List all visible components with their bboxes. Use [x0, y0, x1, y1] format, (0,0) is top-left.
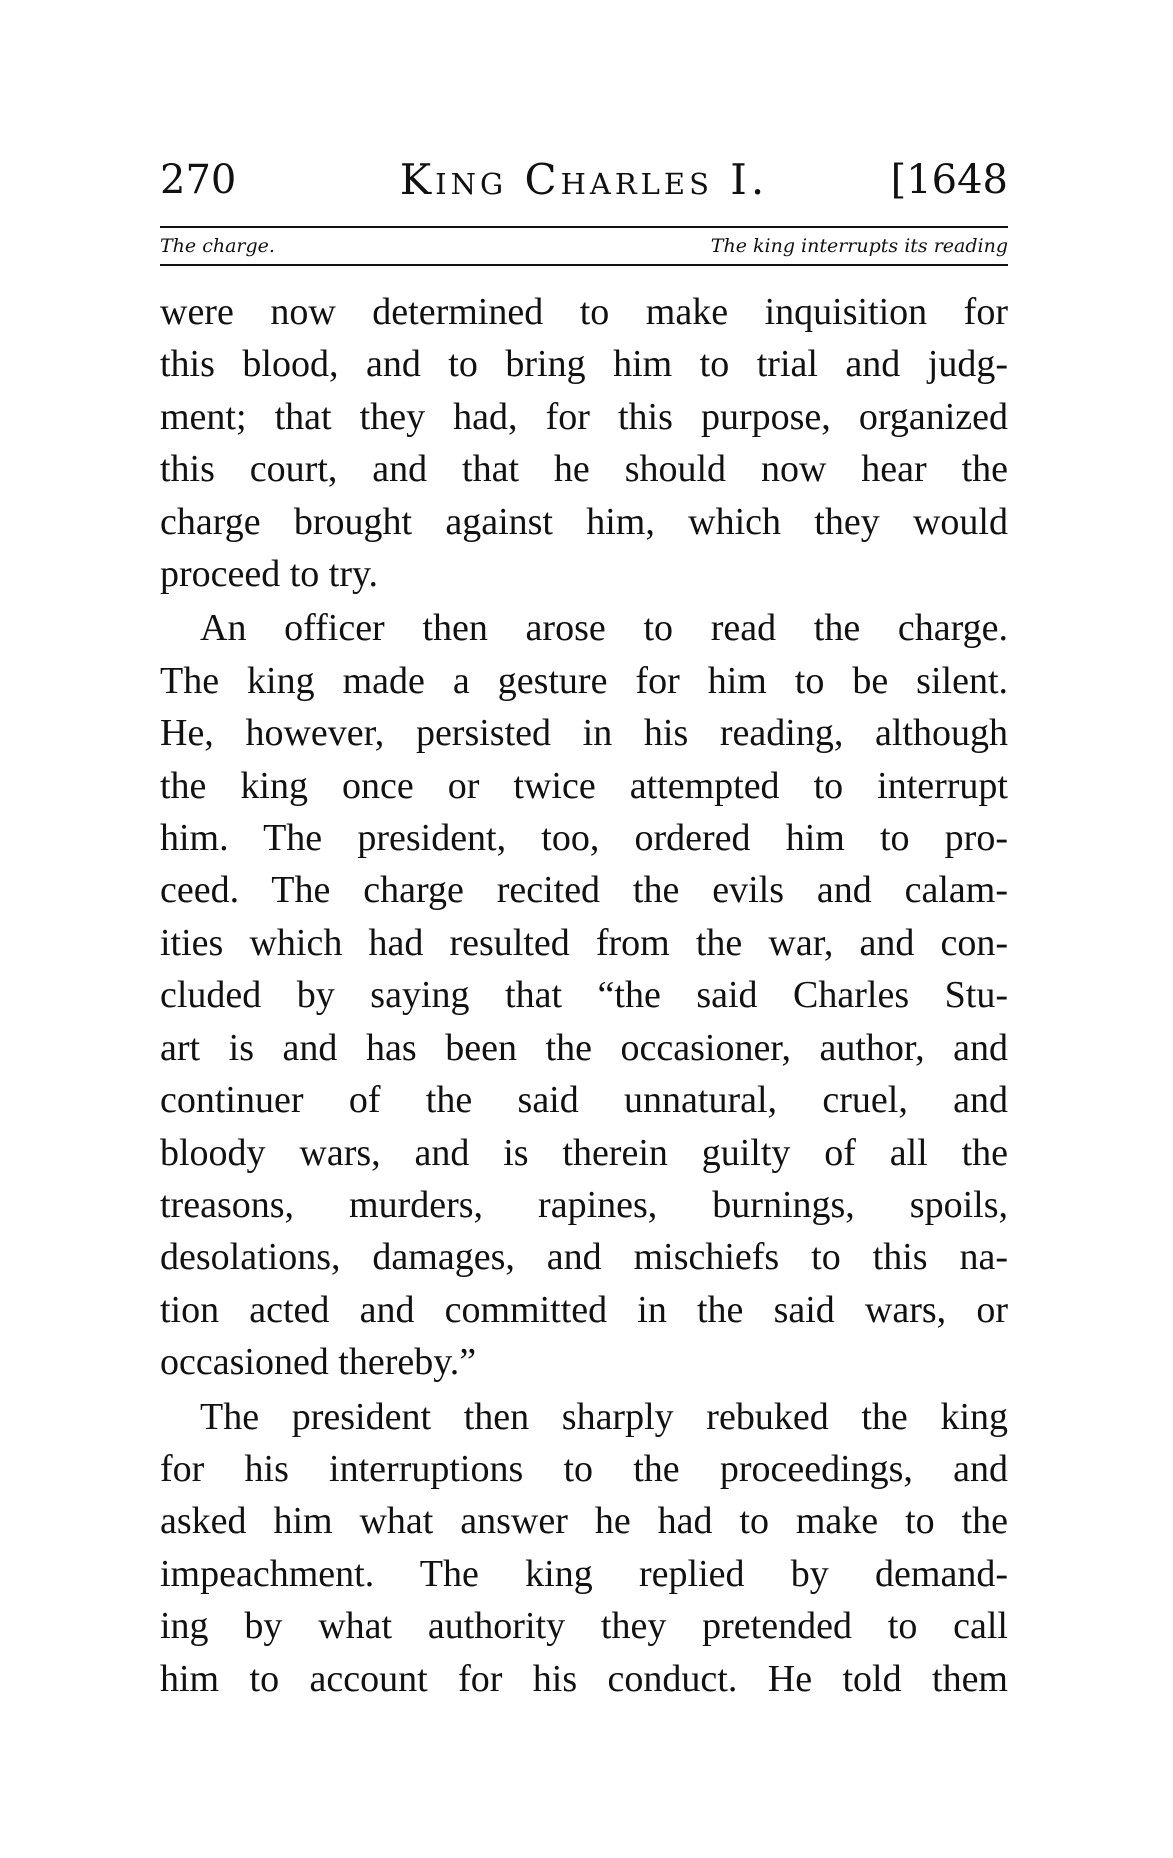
- text-line: ing by what authority they pretended to call: [160, 1605, 1008, 1648]
- text-line: the king once or twice attempted to interrupt: [160, 764, 1008, 807]
- text-line: ceed. The charge recited the evils and calam-: [160, 869, 1008, 912]
- body-text: [160, 286, 1008, 1705]
- text-line: this court, and that he should now hear the: [160, 448, 1008, 491]
- paragraph: [160, 602, 1008, 1388]
- text-line: occasioned thereby.”: [160, 1341, 477, 1384]
- text-line: tion acted and committed in the said wars, or: [160, 1288, 1008, 1331]
- text-line: ment; that they had, for this purpose, organized: [160, 395, 1008, 438]
- text-line: asked him what answer he had to make to the: [160, 1500, 1008, 1543]
- running-head: [160, 148, 1008, 212]
- text-line: The president then sharply rebuked the king: [200, 1395, 1008, 1438]
- paragraph: [160, 286, 1008, 600]
- paragraph: [160, 1391, 1008, 1705]
- sidenote-bar: [160, 228, 1008, 264]
- text-line: cluded by saying that “the said Charles Stu-: [160, 974, 1008, 1017]
- sidenote-right: The king interrupts its reading: [710, 235, 1008, 257]
- text-line: bloody wars, and is therein guilty of all the: [160, 1131, 1008, 1174]
- text-line: An officer then arose to read the charge.: [200, 607, 1008, 650]
- text-line: desolations, damages, and mischiefs to this na-: [160, 1236, 1008, 1279]
- text-line: impeachment. The king replied by demand-: [160, 1552, 1008, 1595]
- running-title: King Charles I.: [399, 155, 769, 204]
- text-line: continuer of the said unnatural, cruel, and: [160, 1079, 1008, 1122]
- text-line: him to account for his conduct. He told them: [160, 1657, 1008, 1700]
- text-line: ities which had resulted from the war, and con-: [160, 921, 1008, 964]
- text-line: were now determined to make inquisition for: [160, 291, 1008, 333]
- page-number: 270: [160, 157, 237, 203]
- text-line: treasons, murders, rapines, burnings, spoils,: [160, 1183, 1008, 1226]
- text-line: this blood, and to bring him to trial and judg-: [160, 343, 1008, 386]
- text-line: charge brought against him, which they would: [160, 500, 1008, 543]
- text-line: proceed to try.: [160, 553, 379, 596]
- text-line: for his interruptions to the proceedings, and: [160, 1447, 1008, 1490]
- sidenote-rule: [160, 264, 1008, 266]
- text-line: He, however, persisted in his reading, although: [160, 712, 1008, 755]
- running-year: [1648: [890, 157, 1008, 203]
- book-page: [160, 148, 1008, 1705]
- text-line: The king made a gesture for him to be silent.: [160, 659, 1008, 702]
- text-line: him. The president, too, ordered him to pro-: [160, 817, 1008, 860]
- sidenote-left: The charge.: [160, 235, 275, 257]
- text-line: art is and has been the occasioner, author, and: [160, 1026, 1008, 1069]
